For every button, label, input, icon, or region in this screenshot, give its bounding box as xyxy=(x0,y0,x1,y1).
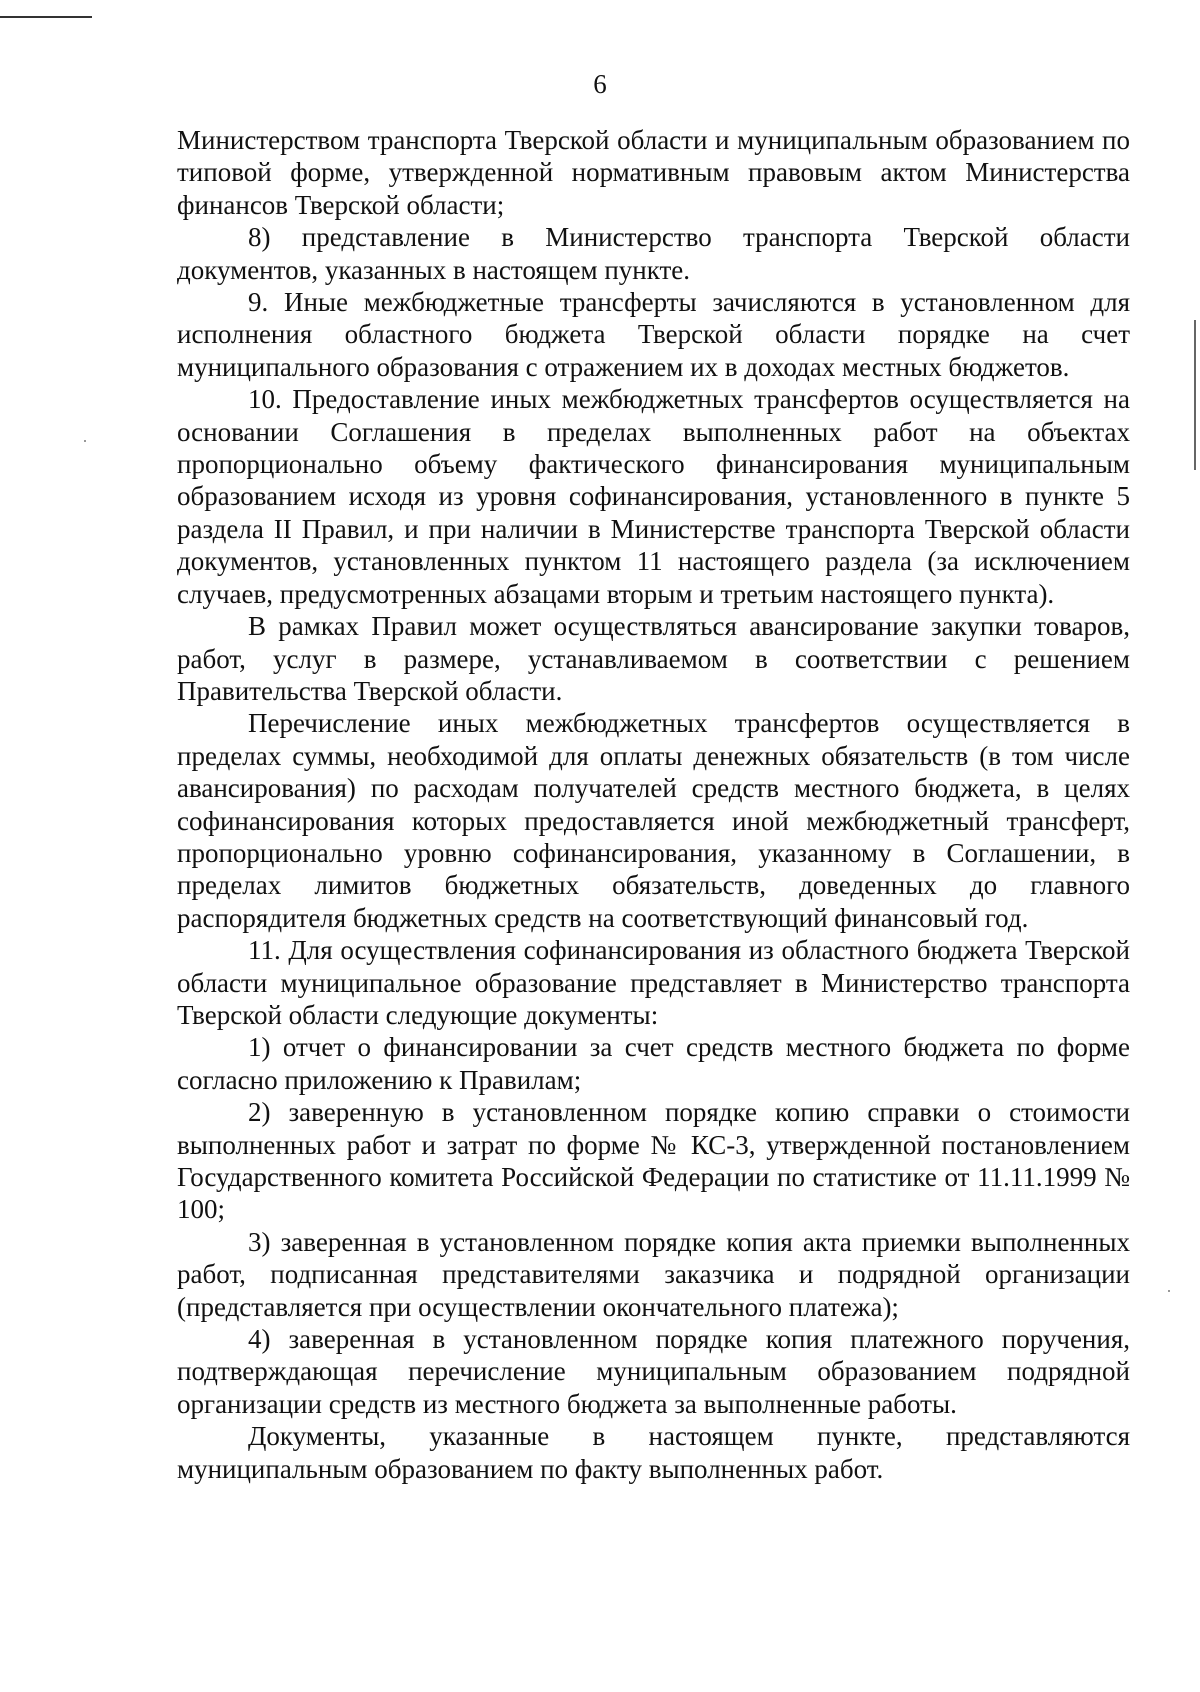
paragraph: Министерством транспорта Тверской области и муниципальным образованием по типовой форме, утвержденной нормативным правовым актом Министерства финансов Тверской области; xyxy=(177,125,1130,220)
paragraph: 9. Иные межбюджетные трансферты зачисляются в установленном для исполнения областного бюджета Тверской области порядке на счет муниципального образования с отражением их в доходах местных бюджетов. xyxy=(177,287,1130,382)
document-body xyxy=(177,124,1130,1485)
paragraph: 8) представление в Министерство транспорта Тверской области документов, указанных в настоящем пункте. xyxy=(177,222,1130,285)
scan-speck xyxy=(84,440,86,442)
paragraph: 3) заверенная в установленном порядке копия акта приемки выполненных работ, подписанная представителями заказчика и подрядной организации (представляется при осуществлении окончательного платежа); xyxy=(177,1226,1130,1322)
paragraph: 10. Предоставление иных межбюджетных трансфертов осуществляется на основании Соглашения в пределах выполненных работ на объектах пропорционально объему фактического финансирования муниципальным образованием исходя из уровня софинансирования, установленного в пункте 5 раздела II Правил, и при наличии в Министерстве транспорта Тверской области документов, установленных пунктом 11 настоящего раздела (за исключением случаев, предусмотренных абзацами вторым и третьим настоящего пункта). xyxy=(177,384,1130,609)
paragraph: 1) отчет о финансировании за счет средств местного бюджета по форме согласно приложению к Правилам; xyxy=(177,1032,1130,1095)
paragraph: Перечисление иных межбюджетных трансфертов осуществляется в пределах суммы, необходимой для оплаты денежных обязательств (в том числе авансирования) по расходам получателей средств местного бюджета, в целях софинансирования которых предоставляется иной межбюджетный трансферт, пропорционально уровню софинансирования, указанному в Соглашении, в пределах лимитов бюджетных обязательств, доведенных до главного распорядителя бюджетных средств на соответствующий финансовый год. xyxy=(177,708,1130,933)
scan-speck xyxy=(1168,1290,1170,1292)
scan-edge-shadow xyxy=(1194,320,1196,470)
paragraph: Документы, указанные в настоящем пункте, представляются муниципальным образованием по факту выполненных работ. xyxy=(177,1421,1130,1484)
page-number: 6 xyxy=(593,69,607,99)
paragraph: В рамках Правил может осуществляться авансирование закупки товаров, работ, услуг в размере, устанавливаемом в соответствии с решением Правительства Тверской области. xyxy=(177,611,1130,706)
paragraph: 4) заверенная в установленном порядке копия платежного поручения, подтверждающая перечисление муниципальным образованием подрядной организации средств из местного бюджета за выполненные работы. xyxy=(177,1324,1130,1419)
paragraph: 2) заверенную в установленном порядке копию справки о стоимости выполненных работ и затрат по форме № КС-3, утвержденной постановлением Государственного комитета Российской Федерации по статистике от 11.11.1999 № 100; xyxy=(177,1097,1130,1225)
paragraph: 11. Для осуществления софинансирования из областного бюджета Тверской области муниципальное образование представляет в Министерство транспорта Тверской области следующие документы: xyxy=(177,935,1130,1030)
scan-edge-mark xyxy=(0,16,92,18)
